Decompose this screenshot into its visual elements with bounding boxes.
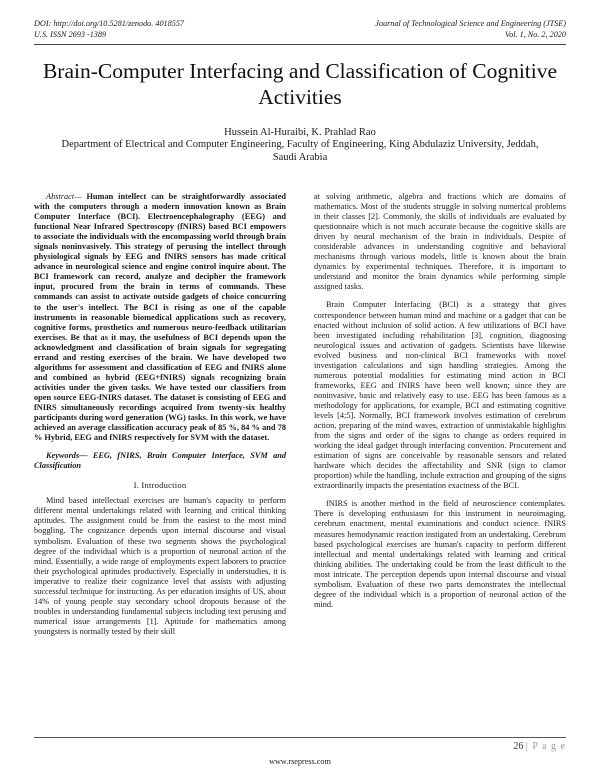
intro-paragraph-3: fNIRS is another method in the field of neuroscience contemplates. There is developing enthusiasm for this instrument in neuroimaging, cerebrum enactment, mental examinations and conduct science. fNIRS measures hemodynamic reaction instigated from an undertaking. Cerebrum based psychological exercises are human's capacity to perform different intellectual and mental undertakings related with learning and critical thinking abilities. The undertaking could be from the least difficult to the most intricate. The perception depends upon internal discourse and visual symbolism. Evaluation of these two parts demonstrates the intellectual degree of the individual which is a proportion of neuronal action of the mind. [314,499,566,609]
page-number [513,741,566,752]
abstract [34,192,286,443]
header-divider [34,44,566,45]
volume-info: Vol. 1, No. 2, 2020 [505,30,566,39]
keywords-label: Keywords— [46,451,88,461]
author-list: Hussein Al-Huraibi, K. Prahlad Rao [224,127,376,138]
keywords-text: EEG, fNIRS, Brain Computer Interface, SVM and Classification [34,451,286,471]
keywords [34,451,286,471]
doi-text: DOI: http://doi.org/10.5281/zenodo. 4018557 [34,19,185,28]
page-number-value: 26 [513,741,524,752]
intro-paragraph-1-continued: at solving arithmetic, algebra and fractions which are domains of mathematics. Most of the students struggle in solving numerical problems in their classes [2]. Commonly, the skills of individuals are evaluated by questionnaire which is not much accurate because the cognitive skills are driven by neural mechanism of the brain in individuals. Despite of considerable advances in understanding cognitive and behavioral mechanisms through various models, little is known about the brain dynamics by experimental techniques. Therefore, it is important to understand and monitor the brain dynamics while performing simple assigned tasks. [314,192,566,292]
abstract-text: Human intellect can be straightforwardly associated with the computers through a modern innovation known as Brain Computer Interface (BCI). Electroencephalography (EEG) and functional Near Infrared Spectroscopy (fNIRS) based BCI empowers to associate the individuals with the encompassing world through brain signals noninvasively. This strategy of perusing the intellect through physiological signals by EEG and fNIRS sensors has made critical advance in neurological science and engine control inquire about. The BCI framework can record, analyze and decipher the framework input, procured from the brain in terms of commands. These commands can assist to activate outside gadgets of choice concurring to the user's intellect. The BCI is rising as one of the capable instruments in reasonable biomedical applications such as recovery, cognitive forms, prosthetics and numerous neuro-feedback utilitarian exercises. Be that as it may, the usefulness of BCI depends upon the acknowledgment and classification of brain signals for segregating errand and resting exercises of the brain. We have developed two algorithms for assessment and classification of EEG and fNIRS alone and combined as hybrid (EEG+fNIRS) signals recognizing brain activities under the given tasks. We have tested our classifiers from open source EEG-fNIRS dataset. The dataset is consisting of EEG and fNIRS simultaneously recordings acquired from twenty-six healthy participants during word generation (WG) tasks. In this work, we have achieved an average classification accuracy peak of 85 %, 84 % and 78 % Hybrid, EEG and fNIRS respectively for SVM with the dataset. [34,192,286,443]
page-word: | P a g e [525,741,566,752]
issn-text: U.S. ISSN 2693 -1389 [34,30,107,39]
paper-title: Brain-Computer Interfacing and Classification of Cognitive Activities [42,59,558,109]
left-column [34,192,286,637]
section-heading-introduction: I. Introduction [133,480,187,491]
intro-paragraph-1: Mind based intellectual exercises are human's capacity to perform different mental undertakings related with learning and critical thinking aptitudes. The assignment could be from the easiest to the most mind boggling. The cognizance depends upon internal discourse and visual symbolism. Evaluation of these two segments shows the psychological degree of the individual which is a proportion of neuronal action of the mind. Essentially, a wide range of employments expect laborers to practice their psychological aptitudes productively. Especially in understudies, it is imperative to realize their cognizance level that assists with adjusting successful technique for instructing. As per education insights of US, about 14% of young people stay secondary school dropouts because of the troubles in understanding fundamental subjects including text perusing and numerical issue arrangements [1]. Aptitude for mathematics among youngsters is normally tested by their skill [34,496,286,636]
journal-name: Journal of Technological Science and Engineering (JTSE) [375,19,566,28]
publisher-url: www.rsepress.com [269,757,331,766]
affiliation: Department of Electrical and Computer Engineering, Faculty of Engineering, King Abdulaziz University, Jeddah, Saudi Arabia [61,139,539,163]
running-header-right [375,18,566,40]
intro-paragraph-2: Brain Computer Interfacing (BCI) is a strategy that gives correspondence between human mind and machine or a gadget that can be enacted without inclusion of solid action. A few utilizations of BCI have been investigated including rehabilitation [3], cognition, diagnosing neurological issues and activation of gadgets. Scientists have likewise evolved business and non-clinical BCI frameworks with novel investigation calculations and sign handling strategies. Among the numerous potential modalities for estimating mind action in BCI frameworks, EEG and fNIRS have been well known; since they are noninvasive, basic and relatively easy to use. EEG has been famous as a methodology for applications, for example, BCI and estimating cognitive levels [4;5]. Normally, BCI framework involves estimation of cerebrum action, preparing of the mind waves, extraction of unmistakable highlights from the signs and order of the signs to change as orders required in working the ideal gadget through interfacing convention. Procurement and estimation of signs are conceivable by reasonable sensors and related hardware which decides the affectability and SNR (sign to clamor proportion) while the handling, include extraction and grouping of the signs extraordinarily impacts the presentation exactness of the BCI. [314,300,566,491]
right-column [314,192,566,610]
abstract-label: Abstract— [46,192,82,201]
running-header-left [34,18,184,40]
footer-divider [34,737,566,738]
